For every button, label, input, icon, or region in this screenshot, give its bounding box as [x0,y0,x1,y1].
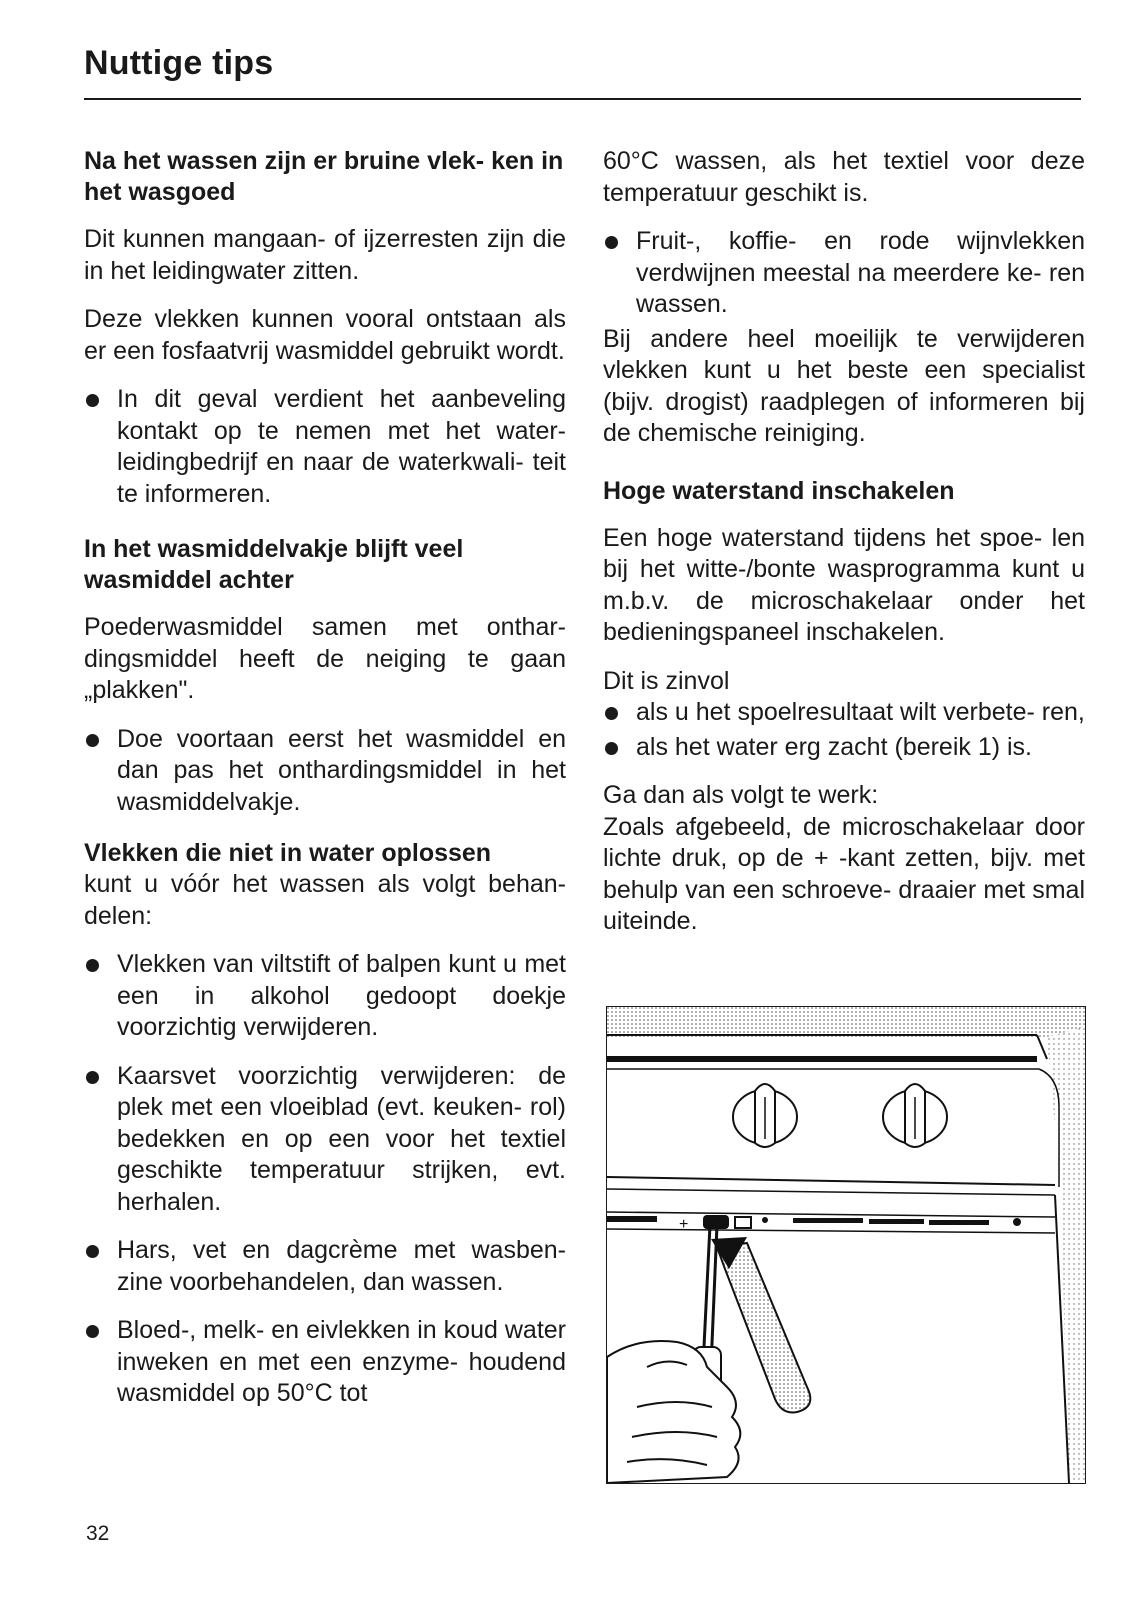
bullet-item [84,384,566,510]
bullet-item [84,1235,566,1298]
bullet-text: Doe voortaan eerst het wasmiddel en dan pas het onthardingsmiddel in het wasmiddelvakje. [117,724,566,816]
bullet-dot-icon [86,959,99,972]
shading-band [607,1007,1085,1037]
paragraph: Dit is zinvol [603,666,730,695]
bullet-dot-icon [86,1325,99,1338]
bullet-text: als u het spoelresultaat wilt verbete- ren, [636,698,1085,726]
paragraph: 60°C wassen, als het textiel voor deze temperatuur geschikt is. [603,147,1085,207]
heading-brown-stains: Na het wassen zijn er bruine vlek- ken in het wasgoed [84,147,564,206]
page-number: 32 [86,1522,110,1545]
paragraph: Poederwasmiddel samen met onthar- dingsmiddel heeft de neiging te gaan „plakken". [84,613,566,704]
left-column [84,146,566,1427]
bullet-item [603,732,1085,764]
bullet-item [84,949,566,1044]
bullet-dot-icon [86,734,99,747]
heading-insoluble-stains: Vlekken die niet in water oplossen [84,839,492,867]
bullet-item [603,226,1085,321]
heading-high-water-level: Hoge waterstand inschakelen [603,476,955,505]
bullet-item [84,1315,566,1410]
paragraph: Deze vlekken kunnen vooral ontstaan als er een fosfaatvrij wasmiddel gebruikt wordt. [84,305,566,365]
page-title: Nuttige tips [84,44,274,82]
bullet-dot-icon [86,394,99,407]
bullet-dot-icon [605,236,618,249]
microswitch-drawing [607,1007,1085,1483]
dial-knob-icon [883,1084,947,1147]
bullet-text: Bloed-, melk- en eivlekken in koud water inweken en met een enzyme- houdend wasmiddel op 50°C tot [117,1316,566,1407]
title-rule [84,98,1081,100]
bullet-item [84,724,566,819]
microswitch-illustration [606,1006,1086,1484]
bullet-dot-icon [86,1245,99,1258]
bullet-text: als het water erg zacht (bereik 1) is. [636,732,1032,761]
dial-knob-icon [733,1084,797,1147]
svg-text:+: + [679,1216,689,1233]
bullet-text: Hars, vet en dagcrème met wasben- zine voorbehandelen, dan wassen. [117,1236,566,1296]
bullet-dot-icon [86,1071,99,1084]
bullet-item [603,697,1085,729]
paragraph: Bij andere heel moeilijk te verwijderen vlekken kunt u het beste een specialist (bijv. drogist) raadplegen of informeren bij de chemische reiniging. [603,324,1085,447]
bullet-item [84,1061,566,1219]
paragraph: Ga dan als volgt te werk: [603,781,879,809]
heading-detergent-drawer: In het wasmiddelvakje blijft veel wasmiddel achter [84,535,464,594]
paragraph: Een hoge waterstand tijdens het spoe- len bij het witte-/bonte wasprogramma kunt u m.b.v. de microschakelaar onder het bedieningspaneel inschakelen. [603,523,1085,646]
bullet-text: Kaarsvet voorzichtig verwijderen: de plek met een vloeiblad (evt. keuken- rol) bedekken en op een voor het textiel geschikte temperatuur strijken, evt. herhalen. [117,1061,566,1216]
bullet-text: Vlekken van viltstift of balpen kunt u met een in alkohol gedoopt doekje voorzichtig verwijderen. [117,950,566,1041]
paragraph: Dit kunnen mangaan- of ijzerresten zijn die in het leidingwater zitten. [84,225,566,285]
bullet-dot-icon [605,742,618,755]
paragraph: kunt u vóór het wassen als volgt behan- delen: [84,870,566,930]
right-column [603,146,1085,955]
bullet-dot-icon [605,707,618,720]
bullet-text: Fruit-, koffie- en rode wijnvlekken verdwijnen meestal na meerdere ke- ren wassen. [636,227,1085,318]
bullet-text: In dit geval verdient het aanbeveling kontakt op te nemen met het water- leidingbedrijf en naar de waterkwali- teit te informeren. [117,385,566,508]
paragraph: Zoals afgebeeld, de microschakelaar door lichte druk, op de + -kant zetten, bijv. met behulp van een schroeve- draaier met smal uiteinde. [603,812,1085,935]
